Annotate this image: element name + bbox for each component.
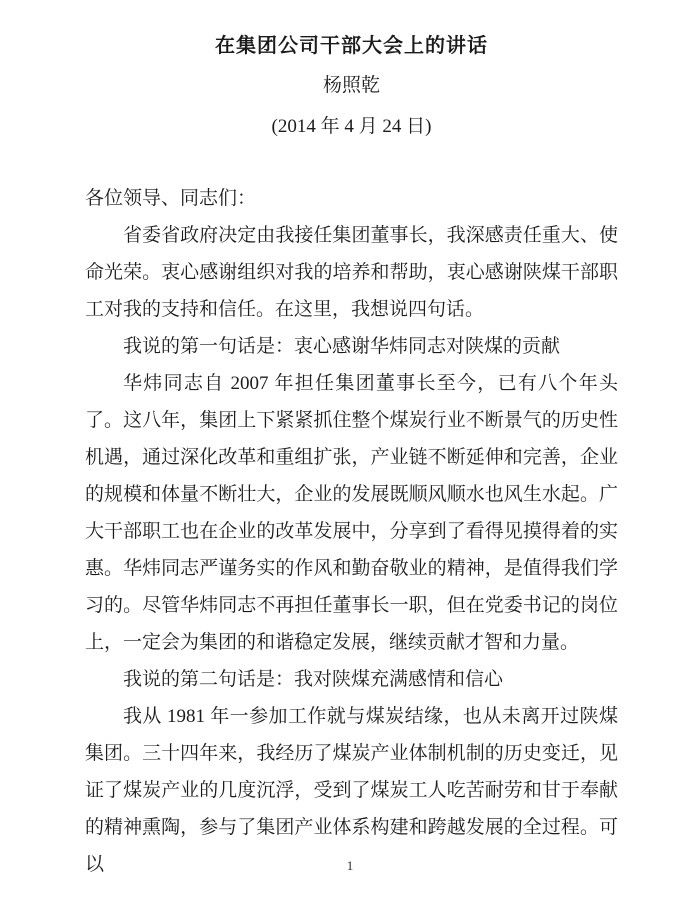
paragraph-salutation: 各位领导、同志们：: [85, 188, 257, 209]
paragraph-opening: 省委省政府决定由我接任集团董事长，我深感责任重大、使命光荣。衷心感谢组织对我的培养和帮助，衷心感谢陕煤干部职工对我的支持和信任。在这里，我想说四句话。: [85, 225, 618, 320]
page-footer: [0, 858, 700, 874]
page-number: 1: [346, 858, 354, 873]
document-header: [85, 26, 618, 147]
paragraph-second-point-lead: 我说的第二句话是：我对陕煤充满感情和信心: [123, 669, 504, 690]
paragraph-second-point-body: 我从 1981 年一参加工作就与煤炭结缘，也从未离开过陕煤集团。三十四年来，我经历了煤炭产业体制机制的历史变迁，见证了煤炭产业的几度沉浮，受到了煤炭工人吃苦耐劳和甘于奉献的精神熏陶，参与了集团产业体系构建和跨越发展的全过程。可以: [85, 706, 618, 875]
paragraph-first-point-lead: 我说的第一句话是：衷心感谢华炜同志对陕煤的贡献: [123, 336, 561, 357]
document-date: (2014 年 4 月 24 日): [271, 116, 432, 137]
document-author: 杨照乾: [322, 75, 380, 96]
document-body: [85, 180, 618, 883]
paragraph-first-point-body: 华炜同志自 2007 年担任集团董事长至今，已有八个年头了。这八年，集团上下紧紧抓住整个煤炭行业不断景气的历史性机遇，通过深化改革和重组扩张，产业链不断延伸和完善，企业的规模和体量不断壮大，企业的发展既顺风顺水也风生水起。广大干部职工也在企业的改革发展中，分享到了看得见摸得着的实惠。华炜同志严谨务实的作风和勤奋敬业的精神，是值得我们学习的。尽管华炜同志不再担任董事长一职，但在党委书记的岗位上，一定会为集团的和谐稳定发展，继续贡献才智和力量。: [85, 373, 618, 653]
document-title: 在集团公司干部大会上的讲话: [215, 35, 488, 57]
